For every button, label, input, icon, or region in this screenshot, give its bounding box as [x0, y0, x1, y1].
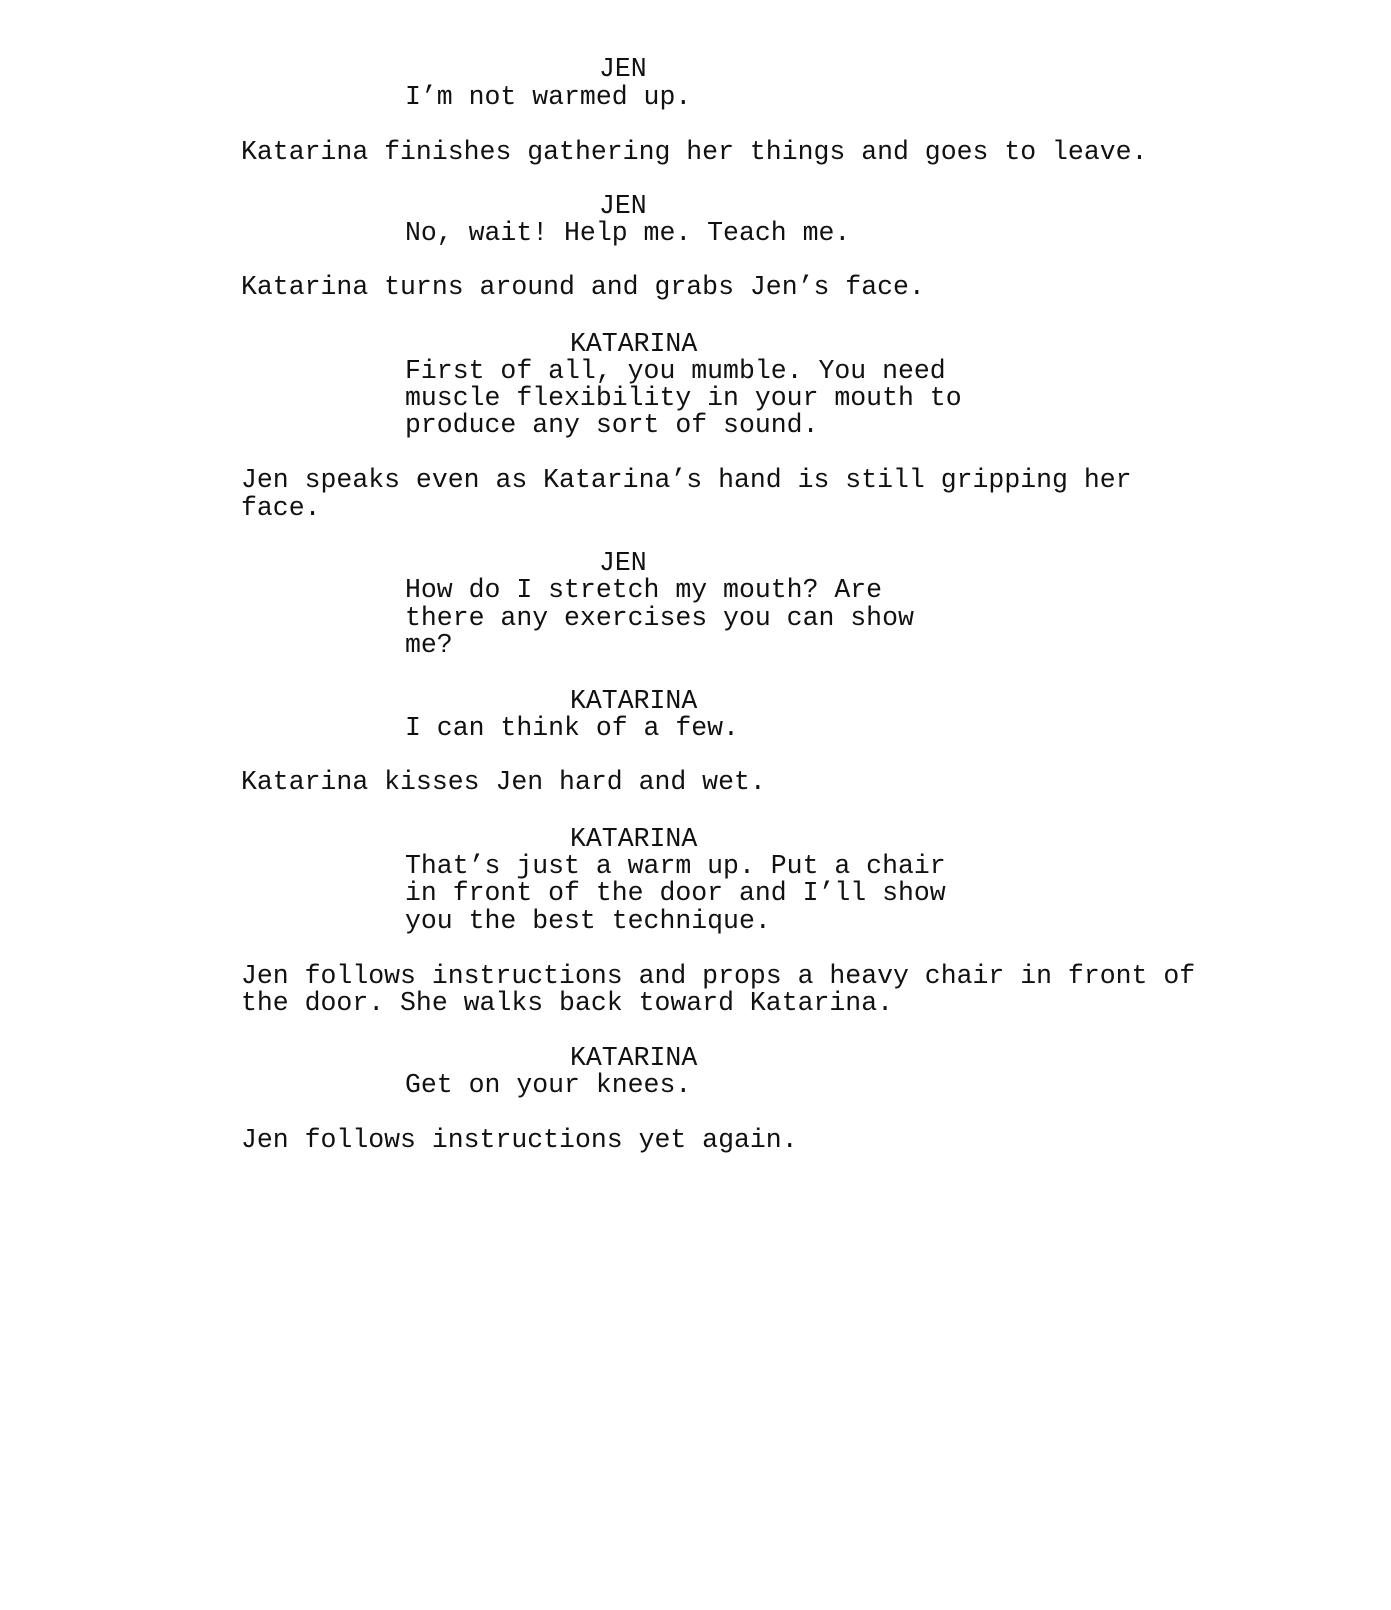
character-name-jen: JEN [599, 54, 647, 84]
dialogue-line: muscle flexibility in your mouth to [405, 383, 962, 413]
dialogue-line: produce any sort of sound. [405, 410, 819, 440]
action-line: Katarina kisses Jen hard and wet. [241, 767, 766, 797]
dialogue-line: That’s just a warm up. Put a chair [405, 851, 946, 881]
dialogue-line: I can think of a few. [405, 713, 739, 743]
character-name-katarina: KATARINA [570, 329, 698, 359]
action-line: Katarina finishes gathering her things and goes to leave. [241, 137, 1148, 167]
dialogue-line: I’m not warmed up. [405, 82, 692, 112]
dialogue-line: there any exercises you can show [405, 603, 914, 633]
action-line: Katarina turns around and grabs Jen’s face. [241, 272, 925, 302]
dialogue-line: First of all, you mumble. You need [405, 356, 946, 386]
character-name-jen: JEN [599, 548, 647, 578]
action-line: Jen follows instructions yet again. [241, 1125, 798, 1155]
dialogue-line: you the best technique. [405, 906, 771, 936]
dialogue-line: How do I stretch my mouth? Are [405, 575, 883, 605]
action-line: Jen follows instructions and props a heavy chair in front of [241, 961, 1196, 991]
dialogue-line: Get on your knees. [405, 1070, 692, 1100]
dialogue-line: in front of the door and I’ll show [405, 878, 946, 908]
dialogue-line: No, wait! Help me. Teach me. [405, 218, 851, 248]
character-name-jen: JEN [599, 191, 647, 221]
character-name-katarina: KATARINA [570, 686, 698, 716]
dialogue-line: me? [405, 630, 453, 660]
action-line: the door. She walks back toward Katarina. [241, 988, 894, 1018]
character-name-katarina: KATARINA [570, 1043, 698, 1073]
character-name-katarina: KATARINA [570, 824, 698, 854]
action-line: face. [241, 493, 321, 523]
action-line: Jen speaks even as Katarina’s hand is still gripping her [241, 465, 1132, 495]
